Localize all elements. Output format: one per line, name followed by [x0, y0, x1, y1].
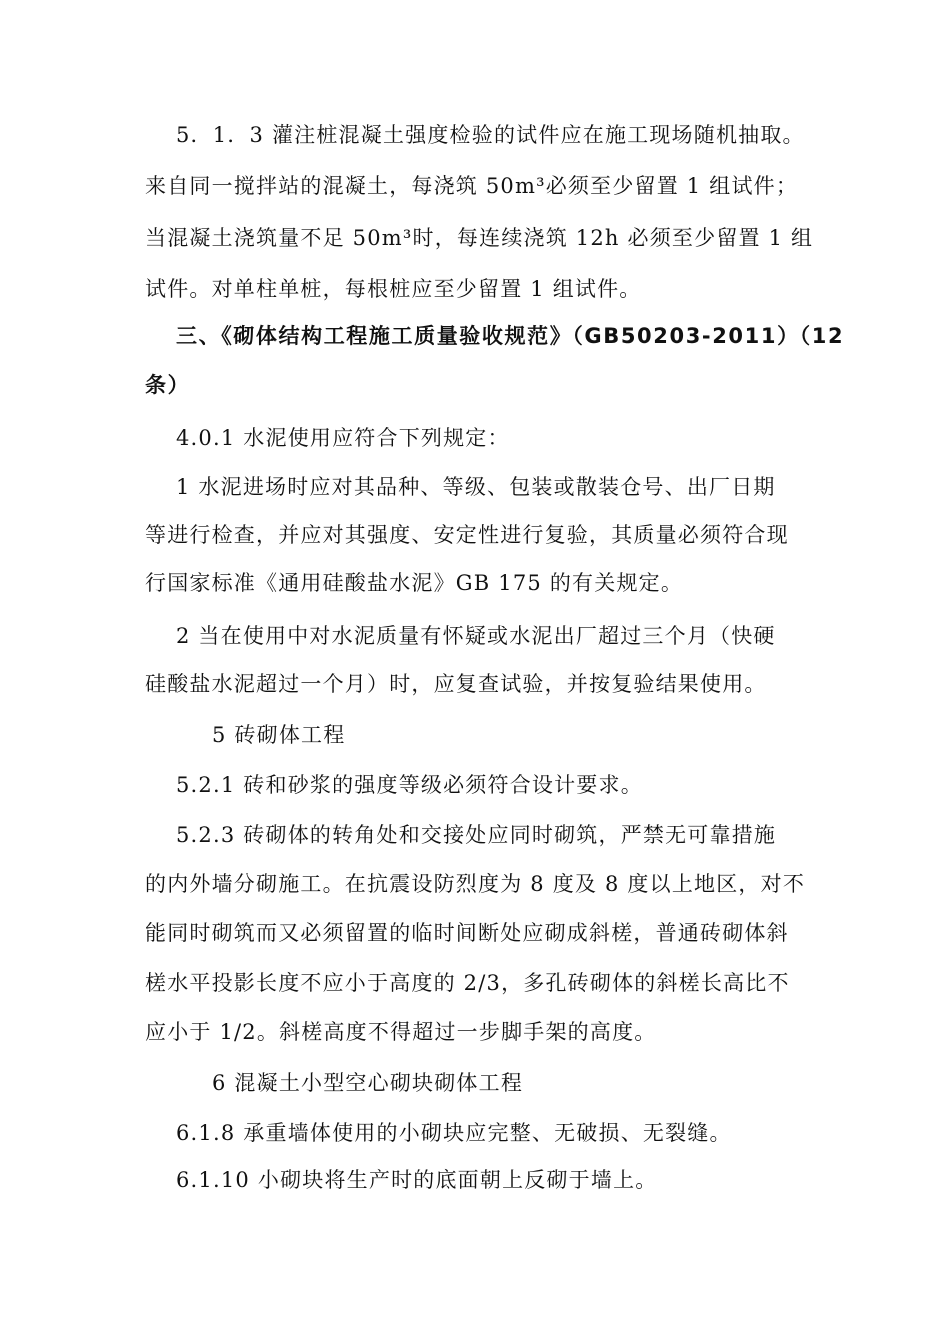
- text-line: 5．1．3 灌注桩混凝土强度检验的试件应在施工现场随机抽取。: [176, 123, 805, 147]
- text-line: 当混凝土浇筑量不足 50m³时，每连续浇筑 12h 必须至少留置 1 组: [145, 226, 814, 250]
- heading-line: 条）: [145, 373, 191, 397]
- text-line: 6 混凝土小型空心砌块砌体工程: [212, 1071, 524, 1095]
- text-line: 5 砖砌体工程: [212, 723, 346, 747]
- text-line: 5.2.1 砖和砂浆的强度等级必须符合设计要求。: [176, 773, 643, 797]
- text-line: 应小于 1/2。斜槎高度不得超过一步脚手架的高度。: [145, 1020, 657, 1044]
- text-line: 行国家标准《通用硅酸盐水泥》GB 175 的有关规定。: [145, 571, 684, 595]
- text-line: 2 当在使用中对水泥质量有怀疑或水泥出厂超过三个月（快硬: [176, 624, 776, 648]
- text-line: 6.1.10 小砌块将生产时的底面朝上反砌于墙上。: [176, 1168, 658, 1192]
- text-line: 等进行检查，并应对其强度、安定性进行复验，其质量必须符合现: [145, 523, 789, 547]
- text-line: 槎水平投影长度不应小于高度的 2/3，多孔砖砌体的斜槎长高比不: [145, 971, 790, 995]
- text-line: 试件。对单柱单桩，每根桩应至少留置 1 组试件。: [145, 277, 642, 301]
- text-line: 5.2.3 砖砌体的转角处和交接处应同时砌筑，严禁无可靠措施: [176, 823, 777, 847]
- text-line: 能同时砌筑而又必须留置的临时间断处应砌成斜槎，普通砖砌体斜: [145, 921, 789, 945]
- text-line: 6.1.8 承重墙体使用的小砌块应完整、无破损、无裂缝。: [176, 1121, 732, 1145]
- text-line: 4.0.1 水泥使用应符合下列规定：: [176, 426, 510, 450]
- text-line: 1 水泥进场时应对其品种、等级、包装或散装仓号、出厂日期: [176, 475, 776, 499]
- text-line: 硅酸盐水泥超过一个月）时，应复查试验，并按复验结果使用。: [145, 672, 767, 696]
- heading-line: 三、《砌体结构工程施工质量验收规范》（GB50203-2011）（12: [176, 324, 845, 348]
- text-line: 来自同一搅拌站的混凝土，每浇筑 50m³必须至少留置 1 组试件；: [145, 174, 799, 198]
- text-line: 的内外墙分砌施工。在抗震设防烈度为 8 度及 8 度以上地区，对不: [145, 872, 806, 896]
